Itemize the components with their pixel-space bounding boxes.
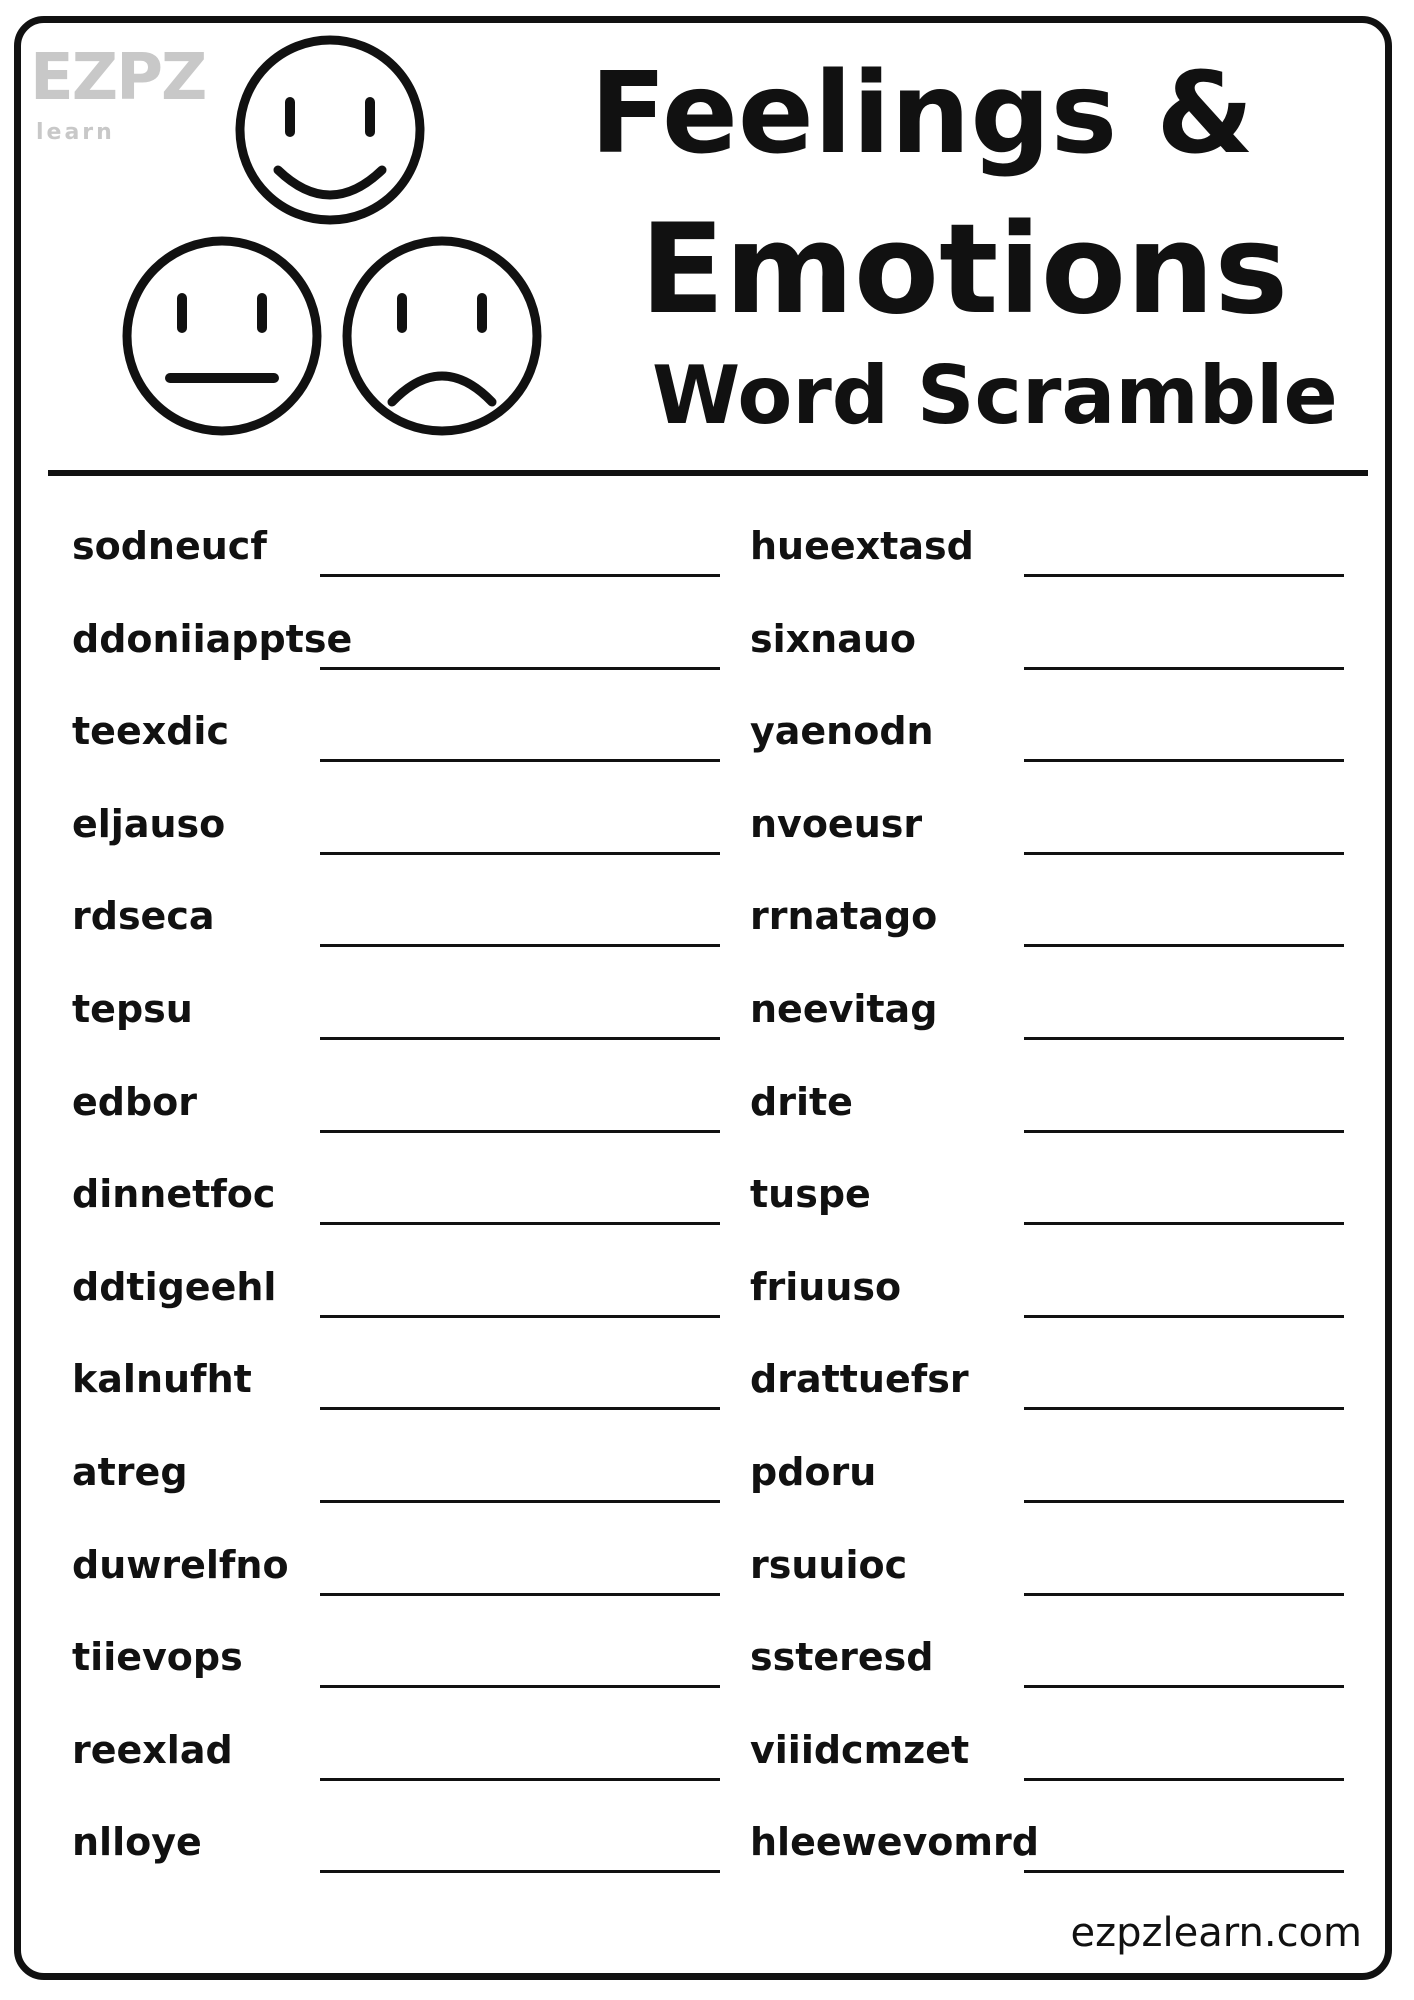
- scrambled-word: dinnetfoc: [72, 1172, 276, 1217]
- scrambled-word: rdseca: [72, 894, 215, 939]
- scrambled-word: rsuuioc: [750, 1542, 908, 1587]
- answer-blank-line[interactable]: [1024, 1315, 1344, 1318]
- answer-blank-line[interactable]: [1024, 1778, 1344, 1781]
- answer-blank-line[interactable]: [320, 667, 720, 670]
- emotion-faces-illustration: [100, 30, 560, 470]
- answer-blank-line[interactable]: [1024, 1037, 1344, 1040]
- answer-blank-line[interactable]: [320, 944, 720, 947]
- answer-blank-line[interactable]: [1024, 667, 1344, 670]
- scrambled-word: teexdic: [72, 709, 229, 754]
- scrambled-word: ssteresd: [750, 1635, 934, 1680]
- website-url: ezpzlearn.com: [1070, 1910, 1362, 1956]
- answer-blank-line[interactable]: [320, 1222, 720, 1225]
- scrambled-word: yaenodn: [750, 709, 934, 754]
- answer-blank-line[interactable]: [1024, 759, 1344, 762]
- scrambled-word: tepsu: [72, 986, 193, 1031]
- title-line-2: Emotions: [640, 198, 1289, 342]
- scrambled-word: kalnufht: [72, 1357, 252, 1402]
- answer-blank-line[interactable]: [320, 1870, 720, 1873]
- scrambled-word: ddtigeehl: [72, 1264, 277, 1309]
- scrambled-word: viiidcmzet: [750, 1727, 970, 1772]
- answer-blank-line[interactable]: [1024, 1500, 1344, 1503]
- logo-brand: EZPZ: [30, 41, 206, 115]
- logo-sub: learn: [36, 120, 115, 145]
- answer-blank-line[interactable]: [1024, 1685, 1344, 1688]
- scrambled-word: sixnauo: [750, 616, 917, 661]
- answer-blank-line[interactable]: [320, 852, 720, 855]
- header-divider: [48, 470, 1368, 476]
- answer-blank-line[interactable]: [320, 574, 720, 577]
- answer-blank-line[interactable]: [320, 1407, 720, 1410]
- scrambled-word: friuuso: [750, 1264, 902, 1309]
- scrambled-word: nvoeusr: [750, 801, 923, 846]
- answer-blank-line[interactable]: [320, 1685, 720, 1688]
- neutral-face-icon: [127, 241, 317, 431]
- scrambled-word: rrnatago: [750, 894, 938, 939]
- subtitle: Word Scramble: [652, 349, 1338, 442]
- answer-blank-line[interactable]: [320, 1593, 720, 1596]
- scrambled-word: drattuefsr: [750, 1357, 969, 1402]
- answer-blank-line[interactable]: [320, 1315, 720, 1318]
- scrambled-word: reexlad: [72, 1727, 233, 1772]
- answer-blank-line[interactable]: [1024, 1870, 1344, 1873]
- answer-blank-line[interactable]: [320, 1130, 720, 1133]
- answer-blank-line[interactable]: [1024, 1222, 1344, 1225]
- answer-blank-line[interactable]: [1024, 944, 1344, 947]
- scrambled-word: tuspe: [750, 1172, 871, 1217]
- scrambled-word: eljauso: [72, 801, 226, 846]
- answer-blank-line[interactable]: [1024, 1593, 1344, 1596]
- happy-face-icon: [240, 40, 420, 220]
- scrambled-word: nlloye: [72, 1820, 202, 1865]
- answer-blank-line[interactable]: [1024, 1130, 1344, 1133]
- answer-blank-line[interactable]: [1024, 574, 1344, 577]
- scrambled-word: pdoru: [750, 1449, 877, 1494]
- answer-blank-line[interactable]: [320, 1778, 720, 1781]
- scrambled-word: hueextasd: [750, 524, 974, 568]
- scrambled-word: atreg: [72, 1449, 188, 1494]
- scrambled-word: duwrelfno: [72, 1542, 289, 1587]
- scrambled-word: hleewevomrd: [750, 1820, 1039, 1865]
- scrambled-word: tiievops: [72, 1635, 243, 1680]
- scrambled-word: drite: [750, 1079, 853, 1124]
- answer-blank-line[interactable]: [320, 1037, 720, 1040]
- answer-blank-line[interactable]: [320, 759, 720, 762]
- scrambled-word: neevitag: [750, 986, 938, 1031]
- scrambled-word: edbor: [72, 1079, 198, 1124]
- answer-blank-line[interactable]: [320, 1500, 720, 1503]
- scrambled-word: ddoniiapptse: [72, 616, 353, 661]
- scrambled-word: sodneucf: [72, 524, 267, 568]
- answer-blank-line[interactable]: [1024, 1407, 1344, 1410]
- answer-blank-line[interactable]: [1024, 852, 1344, 855]
- sad-face-icon: [347, 241, 537, 431]
- title-line-1: Feelings &: [590, 49, 1254, 179]
